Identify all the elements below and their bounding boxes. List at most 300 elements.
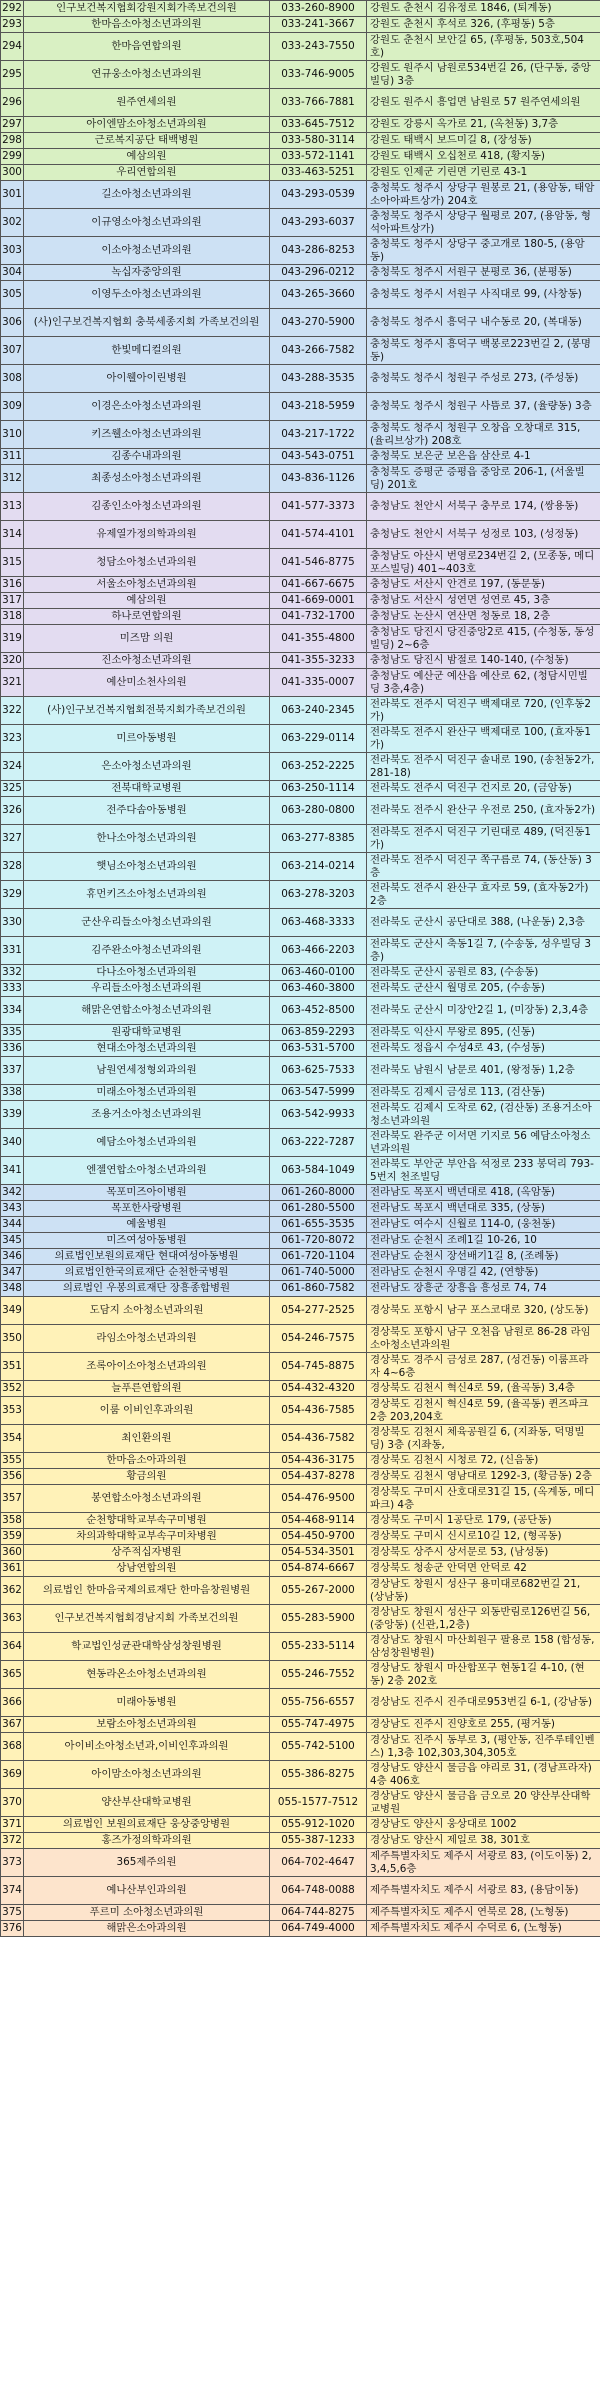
facility-name: 조용거소아청소년과의원: [24, 1101, 270, 1129]
phone-number: 063-277-8385: [270, 825, 367, 853]
table-row: [1, 725, 600, 753]
phone-number: 054-874-6667: [270, 1561, 367, 1577]
row-number: 374: [1, 1877, 24, 1905]
facility-name: 아이맘소아청소년과의원: [24, 1761, 270, 1789]
phone-number: 063-452-8500: [270, 997, 367, 1025]
table-row: [1, 393, 600, 421]
phone-number: 054-745-8875: [270, 1353, 367, 1381]
phone-number: 061-860-7582: [270, 1281, 367, 1297]
table-row: [1, 981, 600, 997]
facility-name: 유제열가정의학과의원: [24, 521, 270, 549]
phone-number: 041-574-4101: [270, 521, 367, 549]
row-number: 366: [1, 1689, 24, 1717]
table-row: [1, 1921, 600, 1937]
phone-number: 041-355-4800: [270, 625, 367, 653]
table-row: [1, 593, 600, 609]
phone-number: 043-270-5900: [270, 309, 367, 337]
facility-name: 양산부산대학교병원: [24, 1789, 270, 1817]
phone-number: 054-246-7575: [270, 1325, 367, 1353]
address: 경상남도 진주시 동부로 3, (평안동, 진주루테인벤스) 1,3층 102,303,304,305호: [367, 1733, 600, 1761]
phone-number: 063-280-0800: [270, 797, 367, 825]
row-number: 341: [1, 1157, 24, 1185]
facility-name: 홍즈가정의학과의원: [24, 1833, 270, 1849]
row-number: 351: [1, 1353, 24, 1381]
facility-name: 도담지 소아청소년과의원: [24, 1297, 270, 1325]
row-number: 315: [1, 549, 24, 577]
facility-name: 늘푸른연합의원: [24, 1381, 270, 1397]
address: 충청남도 논산시 연산면 청동로 18, 2층: [367, 609, 600, 625]
table-row: [1, 1249, 600, 1265]
address: 강원도 춘천시 보안길 65, (후평동, 503호,504호): [367, 33, 600, 61]
row-number: 372: [1, 1833, 24, 1849]
phone-number: 033-580-3114: [270, 133, 367, 149]
address: 충청북도 청주시 흥덕구 내수동로 20, (복대동): [367, 309, 600, 337]
facility-name: 미즈여성아동병원: [24, 1233, 270, 1249]
phone-number: 064-748-0088: [270, 1877, 367, 1905]
address: 전라북도 전주시 덕진구 백제대로 720, (인후동2가): [367, 697, 600, 725]
row-number: 330: [1, 909, 24, 937]
phone-number: 033-645-7512: [270, 117, 367, 133]
row-number: 292: [1, 1, 24, 17]
address: 전라남도 목포시 백년대로 418, (옥암동): [367, 1185, 600, 1201]
address: 충청북도 청주시 서원구 사직대로 99, (사창동): [367, 281, 600, 309]
table-row: [1, 1381, 600, 1397]
phone-number: 041-335-0007: [270, 669, 367, 697]
row-number: 329: [1, 881, 24, 909]
facility-name: 예담소아청소년과의원: [24, 1129, 270, 1157]
phone-number: 064-749-4000: [270, 1921, 367, 1937]
phone-number: 054-277-2525: [270, 1297, 367, 1325]
address: 전라북도 군산시 축동1길 7, (수송동, 성우빌딩 3층): [367, 937, 600, 965]
phone-number: 063-278-3203: [270, 881, 367, 909]
phone-number: 055-747-4975: [270, 1717, 367, 1733]
table-row: [1, 1185, 600, 1201]
address: 충청남도 예산군 예산읍 예산로 62, (청담시민빌딩 3층,4층): [367, 669, 600, 697]
row-number: 340: [1, 1129, 24, 1157]
address: 전라북도 군산시 월명로 205, (수송동): [367, 981, 600, 997]
address: 경상북도 청송군 안덕면 안덕로 42: [367, 1561, 600, 1577]
phone-number: 063-250-1114: [270, 781, 367, 797]
facility-name: 이룸 이비인후과의원: [24, 1397, 270, 1425]
phone-number: 064-702-4647: [270, 1849, 367, 1877]
facility-name: 미래소아청소년과의원: [24, 1085, 270, 1101]
row-number: 301: [1, 181, 24, 209]
facility-name: 한마음소아청소년과의원: [24, 17, 270, 33]
address: 전라남도 목포시 백년대로 335, (상동): [367, 1201, 600, 1217]
row-number: 332: [1, 965, 24, 981]
row-number: 376: [1, 1921, 24, 1937]
row-number: 303: [1, 237, 24, 265]
row-number: 324: [1, 753, 24, 781]
phone-number: 033-463-5251: [270, 165, 367, 181]
facility-name: 휴먼키즈소아청소년과의원: [24, 881, 270, 909]
facility-name: 최인환의원: [24, 1425, 270, 1453]
facility-name: 학교법인성균관대학삼성창원병원: [24, 1633, 270, 1661]
phone-number: 054-436-7585: [270, 1397, 367, 1425]
clinic-table-body: [1, 1, 600, 1937]
address: 경상북도 김천시 영남대로 1292-3, (황금동) 2층: [367, 1469, 600, 1485]
table-row: [1, 421, 600, 449]
table-row: [1, 1605, 600, 1633]
row-number: 356: [1, 1469, 24, 1485]
address: 강원도 태백시 오십천로 418, (황지동): [367, 149, 600, 165]
table-row: [1, 1849, 600, 1877]
phone-number: 054-450-9700: [270, 1529, 367, 1545]
address: 경상북도 포항시 남구 포스코대로 320, (상도동): [367, 1297, 600, 1325]
facility-name: 우리연합의원: [24, 165, 270, 181]
row-number: 345: [1, 1233, 24, 1249]
row-number: 354: [1, 1425, 24, 1453]
address: 전라북도 전주시 덕진구 솔내로 190, (송천동2가, 281-18): [367, 753, 600, 781]
address: 경상북도 구미시 1공단로 179, (공단동): [367, 1513, 600, 1529]
address: 전라북도 전주시 덕진구 쪽구름로 74, (동산동) 3층: [367, 853, 600, 881]
facility-name: 녹십자중앙의원: [24, 265, 270, 281]
table-row: [1, 265, 600, 281]
address: 전라북도 전주시 완산구 백제대로 100, (효자동1가): [367, 725, 600, 753]
table-row: [1, 1129, 600, 1157]
facility-name: 해맑은연합소아청소년과의원: [24, 997, 270, 1025]
row-number: 298: [1, 133, 24, 149]
table-row: [1, 209, 600, 237]
row-number: 342: [1, 1185, 24, 1201]
table-row: [1, 1817, 600, 1833]
facility-name: 남원연세정형외과의원: [24, 1057, 270, 1085]
address: 충청북도 보은군 보은읍 삼산로 4-1: [367, 449, 600, 465]
address: 전라북도 부안군 부안읍 석정로 233 봉덕리 793-5번지 천조빌딩: [367, 1157, 600, 1185]
table-row: [1, 853, 600, 881]
phone-number: 055-267-2000: [270, 1577, 367, 1605]
address: 충청북도 청주시 상당구 월평로 207, (용암동, 형석아파트상가): [367, 209, 600, 237]
table-row: [1, 133, 600, 149]
table-row: [1, 797, 600, 825]
facility-name: 예삼의원: [24, 149, 270, 165]
table-row: [1, 965, 600, 981]
facility-name: 365제주의원: [24, 1849, 270, 1877]
facility-name: 보람소아청소년과의원: [24, 1717, 270, 1733]
row-number: 352: [1, 1381, 24, 1397]
phone-number: 033-260-8900: [270, 1, 367, 17]
address: 전라북도 군산시 공원로 83, (수송동): [367, 965, 600, 981]
table-row: [1, 1297, 600, 1325]
address: 전라북도 전주시 덕진구 건지로 20, (금암동): [367, 781, 600, 797]
facility-name: 순천향대학교부속구미병원: [24, 1513, 270, 1529]
facility-name: 원광대학교병원: [24, 1025, 270, 1041]
facility-name: 엔젤연합소아청소년과의원: [24, 1157, 270, 1185]
table-row: [1, 909, 600, 937]
table-row: [1, 1529, 600, 1545]
row-number: 369: [1, 1761, 24, 1789]
table-row: [1, 937, 600, 965]
address: 전라북도 완주군 이서면 기지로 56 예담소아청소년과의원: [367, 1129, 600, 1157]
facility-name: 이소아청소년과의원: [24, 237, 270, 265]
row-number: 304: [1, 265, 24, 281]
table-row: [1, 149, 600, 165]
phone-number: 054-437-8278: [270, 1469, 367, 1485]
table-row: [1, 1201, 600, 1217]
facility-name: 서울소아청소년과의원: [24, 577, 270, 593]
phone-number: 033-572-1141: [270, 149, 367, 165]
table-row: [1, 753, 600, 781]
address: 경상북도 구미시 산호대로31길 15, (옥계동, 메디파크) 4층: [367, 1485, 600, 1513]
facility-name: 아이웰아이린병원: [24, 365, 270, 393]
phone-number: 063-468-3333: [270, 909, 367, 937]
facility-name: 한마음연합의원: [24, 33, 270, 61]
row-number: 343: [1, 1201, 24, 1217]
table-row: [1, 1733, 600, 1761]
row-number: 346: [1, 1249, 24, 1265]
facility-name: 예나산부인과의원: [24, 1877, 270, 1905]
phone-number: 055-386-8275: [270, 1761, 367, 1789]
table-row: [1, 449, 600, 465]
phone-number: 033-766-7881: [270, 89, 367, 117]
table-row: [1, 1485, 600, 1513]
row-number: 320: [1, 653, 24, 669]
row-number: 300: [1, 165, 24, 181]
phone-number: 043-265-3660: [270, 281, 367, 309]
facility-name: 봉연합소아청소년과의원: [24, 1485, 270, 1513]
address: 충청북도 청주시 서원구 분평로 36, (분평동): [367, 265, 600, 281]
table-row: [1, 997, 600, 1025]
row-number: 319: [1, 625, 24, 653]
phone-number: 041-667-6675: [270, 577, 367, 593]
address: 충청남도 서산시 안견로 197, (동문동): [367, 577, 600, 593]
table-row: [1, 881, 600, 909]
address: 충청북도 청주시 청원구 주성로 273, (주성동): [367, 365, 600, 393]
address: 전라북도 군산시 미장안2길 1, (미장동) 2,3,4층: [367, 997, 600, 1025]
table-row: [1, 1101, 600, 1129]
table-row: [1, 653, 600, 669]
phone-number: 043-296-0212: [270, 265, 367, 281]
address: 제주특별자치도 제주시 서광로 83, (용담이동): [367, 1877, 600, 1905]
phone-number: 043-218-5959: [270, 393, 367, 421]
address: 강원도 인제군 기린면 기린로 43-1: [367, 165, 600, 181]
facility-name: 김종수내과의원: [24, 449, 270, 465]
table-row: [1, 1689, 600, 1717]
phone-number: 054-534-3501: [270, 1545, 367, 1561]
address: 충청남도 당진시 당진중앙2로 415, (수청동, 동성빌딩) 2~6층: [367, 625, 600, 653]
facility-name: 김종인소아청소년과의원: [24, 493, 270, 521]
phone-number: 063-252-2225: [270, 753, 367, 781]
phone-number: 054-436-7582: [270, 1425, 367, 1453]
row-number: 306: [1, 309, 24, 337]
facility-name: 이규영소아청소년과의원: [24, 209, 270, 237]
table-row: [1, 1453, 600, 1469]
facility-name: 현동라온소아청소년과의원: [24, 1661, 270, 1689]
row-number: 370: [1, 1789, 24, 1817]
facility-name: 청담소아청소년과의원: [24, 549, 270, 577]
table-row: [1, 577, 600, 593]
facility-name: 군산우리들소아청소년과의원: [24, 909, 270, 937]
facility-name: 아이비소아청소년과,이비인후과의원: [24, 1733, 270, 1761]
phone-number: 054-432-4320: [270, 1381, 367, 1397]
table-row: [1, 1041, 600, 1057]
facility-name: 최종성소아청소년과의원: [24, 465, 270, 493]
address: 충청남도 천안시 서북구 성정로 103, (성정동): [367, 521, 600, 549]
facility-name: 상남연합의원: [24, 1561, 270, 1577]
facility-name: 황금의원: [24, 1469, 270, 1485]
facility-name: 해맑은소아과의원: [24, 1921, 270, 1937]
address: 경상북도 상주시 상서문로 53, (남성동): [367, 1545, 600, 1561]
row-number: 309: [1, 393, 24, 421]
facility-name: (사)인구보건복지협회 충북세종지회 가족보건의원: [24, 309, 270, 337]
phone-number: 061-280-5500: [270, 1201, 367, 1217]
address: 경상남도 양산시 제일로 38, 301호: [367, 1833, 600, 1849]
row-number: 348: [1, 1281, 24, 1297]
row-number: 316: [1, 577, 24, 593]
phone-number: 055-742-5100: [270, 1733, 367, 1761]
facility-name: 한마음소아과의원: [24, 1453, 270, 1469]
facility-name: 아이엔맘소아청소년과의원: [24, 117, 270, 133]
facility-name: 상주적십자병원: [24, 1545, 270, 1561]
facility-name: 인구보건복지협회강원지회가족보건의원: [24, 1, 270, 17]
facility-name: 차의과학대학교부속구미차병원: [24, 1529, 270, 1545]
table-row: [1, 1789, 600, 1817]
address: 제주특별자치도 제주시 수덕로 6, (노형동): [367, 1921, 600, 1937]
phone-number: 063-584-1049: [270, 1157, 367, 1185]
row-number: 302: [1, 209, 24, 237]
table-row: [1, 669, 600, 697]
facility-name: 미르아동병원: [24, 725, 270, 753]
row-number: 314: [1, 521, 24, 549]
table-row: [1, 781, 600, 797]
phone-number: 054-468-9114: [270, 1513, 367, 1529]
phone-number: 041-577-3373: [270, 493, 367, 521]
address: 전라북도 김제시 금성로 113, (검산동): [367, 1085, 600, 1101]
facility-name: 한빛메디컬의원: [24, 337, 270, 365]
phone-number: 061-260-8000: [270, 1185, 367, 1201]
phone-number: 063-531-5700: [270, 1041, 367, 1057]
facility-name: 미래아동병원: [24, 1689, 270, 1717]
table-row: [1, 625, 600, 653]
row-number: 334: [1, 997, 24, 1025]
phone-number: 063-859-2293: [270, 1025, 367, 1041]
table-row: [1, 1353, 600, 1381]
address: 충청북도 청주시 상당구 중고개로 180-5, (용암동): [367, 237, 600, 265]
facility-name: 의료법인 보원의료재단 웅상중앙병원: [24, 1817, 270, 1833]
table-row: [1, 1397, 600, 1425]
facility-name: 이영두소아청소년과의원: [24, 281, 270, 309]
facility-name: 조록아이소아청소년과의원: [24, 1353, 270, 1381]
address: 경상북도 김천시 혁신4로 59, (율곡동) 퀸즈파크 2층 203,204호: [367, 1397, 600, 1425]
phone-number: 061-740-5000: [270, 1265, 367, 1281]
phone-number: 041-732-1700: [270, 609, 367, 625]
phone-number: 033-746-9005: [270, 61, 367, 89]
address: 제주특별자치도 제주시 연북로 28, (노형동): [367, 1905, 600, 1921]
table-row: [1, 609, 600, 625]
row-number: 339: [1, 1101, 24, 1129]
row-number: 299: [1, 149, 24, 165]
facility-name: 김주완소아청소년과의원: [24, 937, 270, 965]
facility-name: 원주연세의원: [24, 89, 270, 117]
phone-number: 063-542-9933: [270, 1101, 367, 1129]
phone-number: 063-229-0114: [270, 725, 367, 753]
address: 경상남도 창원시 성산구 용미대로682번길 21, (상남동): [367, 1577, 600, 1605]
address: 전라남도 장흥군 장흥읍 흥성로 74, 74: [367, 1281, 600, 1297]
table-row: [1, 1577, 600, 1605]
facility-name: 라임소아청소년과의원: [24, 1325, 270, 1353]
facility-name: 목포한사랑병원: [24, 1201, 270, 1217]
row-number: 325: [1, 781, 24, 797]
phone-number: 063-240-2345: [270, 697, 367, 725]
row-number: 355: [1, 1453, 24, 1469]
phone-number: 063-466-2203: [270, 937, 367, 965]
facility-name: 하나로연합의원: [24, 609, 270, 625]
phone-number: 043-293-0539: [270, 181, 367, 209]
address: 충청북도 증평군 증평읍 중앙로 206-1, (서울빌딩) 201호: [367, 465, 600, 493]
address: 경상북도 김천시 시청로 72, (신음동): [367, 1453, 600, 1469]
address: 강원도 춘천시 후석로 326, (후평동) 5층: [367, 17, 600, 33]
phone-number: 043-288-3535: [270, 365, 367, 393]
row-number: 305: [1, 281, 24, 309]
phone-number: 033-241-3667: [270, 17, 367, 33]
table-row: [1, 521, 600, 549]
table-row: [1, 89, 600, 117]
table-row: [1, 33, 600, 61]
row-number: 323: [1, 725, 24, 753]
row-number: 364: [1, 1633, 24, 1661]
facility-name: 다나소아청소년과의원: [24, 965, 270, 981]
address: 충청북도 청주시 상당구 원봉로 21, (용암동, 태암소아아파트상가) 204호: [367, 181, 600, 209]
facility-name: 미즈맘 의원: [24, 625, 270, 653]
phone-number: 033-243-7550: [270, 33, 367, 61]
phone-number: 043-543-0751: [270, 449, 367, 465]
table-row: [1, 1545, 600, 1561]
address: 충청남도 천안시 서북구 충무로 174, (쌍용동): [367, 493, 600, 521]
table-row: [1, 165, 600, 181]
facility-name: 이경은소아청소년과의원: [24, 393, 270, 421]
address: 경상남도 진주시 진양호로 255, (평거동): [367, 1717, 600, 1733]
facility-name: 의료법인한국의료재단 순천한국병원: [24, 1265, 270, 1281]
table-row: [1, 549, 600, 577]
facility-name: 목포미즈아이병원: [24, 1185, 270, 1201]
address: 전라북도 남원시 남문로 401, (왕정동) 1,2층: [367, 1057, 600, 1085]
facility-name: 예울병원: [24, 1217, 270, 1233]
table-row: [1, 1633, 600, 1661]
table-row: [1, 465, 600, 493]
row-number: 360: [1, 1545, 24, 1561]
facility-name: 은소아청소년과의원: [24, 753, 270, 781]
phone-number: 043-266-7582: [270, 337, 367, 365]
table-row: [1, 1217, 600, 1233]
address: 경상북도 포항시 남구 오천읍 남원로 86-28 라임소아청소년과의원: [367, 1325, 600, 1353]
phone-number: 043-286-8253: [270, 237, 367, 265]
table-row: [1, 281, 600, 309]
table-row: [1, 1281, 600, 1297]
address: 전라남도 여수시 신월로 114-0, (웅천동): [367, 1217, 600, 1233]
address: 강원도 태백시 보드미길 8, (장성동): [367, 133, 600, 149]
table-row: [1, 61, 600, 89]
row-number: 294: [1, 33, 24, 61]
table-row: [1, 1233, 600, 1249]
row-number: 358: [1, 1513, 24, 1529]
table-row: [1, 1425, 600, 1453]
phone-number: 043-836-1126: [270, 465, 367, 493]
table-row: [1, 309, 600, 337]
facility-name: (사)인구보건복지협회전북지회가족보건의원: [24, 697, 270, 725]
table-row: [1, 1469, 600, 1485]
phone-number: 063-222-7287: [270, 1129, 367, 1157]
address: 전라북도 익산시 무왕로 895, (신동): [367, 1025, 600, 1041]
address: 경상남도 창원시 마산합포구 현동1길 4-10, (현동) 2층 202호: [367, 1661, 600, 1689]
table-row: [1, 1877, 600, 1905]
row-number: 357: [1, 1485, 24, 1513]
address: 충청북도 청주시 청원구 오창읍 오창대로 315, (율리브상가) 208호: [367, 421, 600, 449]
address: 강원도 원주시 남원로534번길 26, (단구동, 중앙빌딩) 3층: [367, 61, 600, 89]
address: 강원도 춘천시 김유정로 1846, (퇴계동): [367, 1, 600, 17]
table-row: [1, 1325, 600, 1353]
table-row: [1, 1761, 600, 1789]
row-number: 375: [1, 1905, 24, 1921]
